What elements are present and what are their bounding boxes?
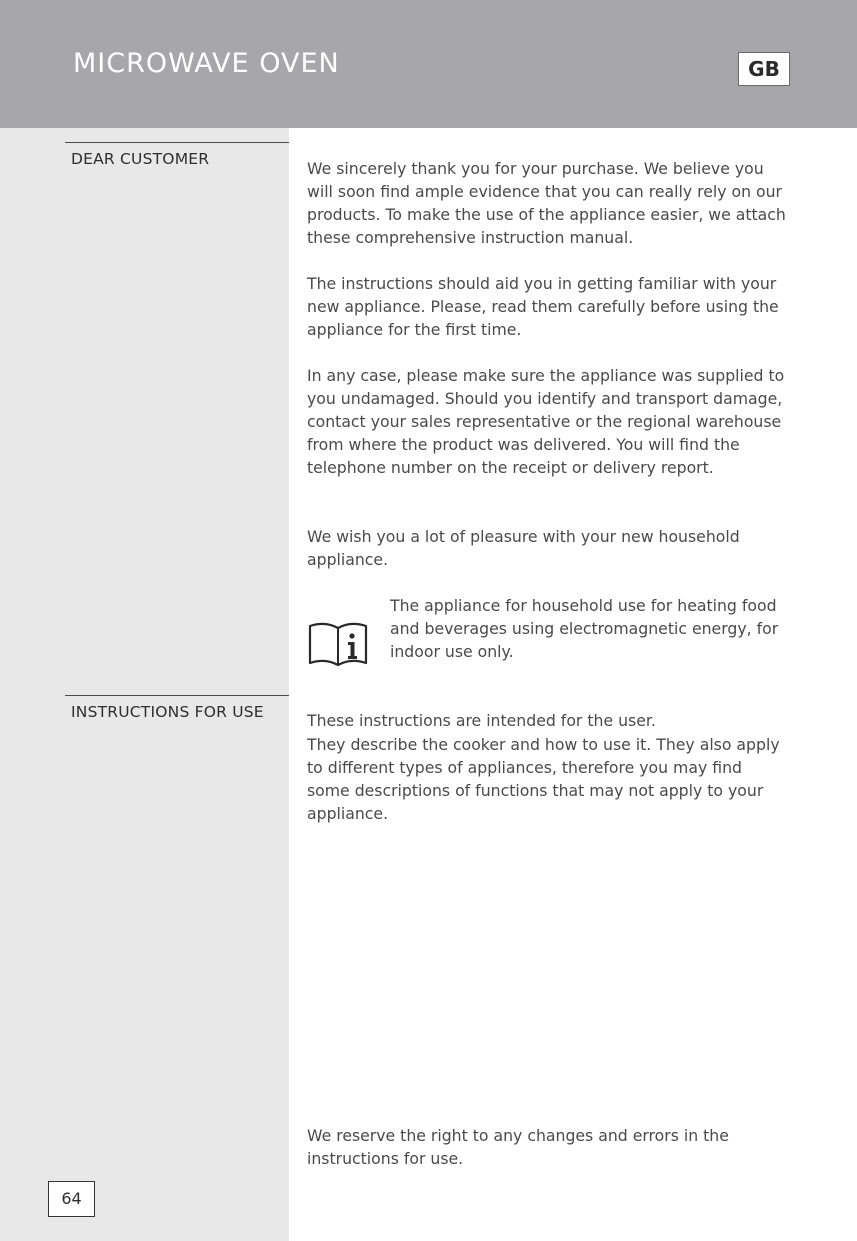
paragraph-damage-check: In any case, please make sure the appliance was supplied to you undamaged. Should you identify and transport damage, contact your sales representative or the regional warehouse from where the product was delivered. You will find the telephone number on the receipt or delivery report. (307, 366, 785, 477)
paragraph-thanks: We sincerely thank you for your purchase. We believe you will soon find ample evidence that you can really rely on our products. To make the use of the appliance easier, we attach these comprehensive instruction manual. (307, 159, 786, 247)
section-divider (65, 142, 289, 143)
note-indoor-use: The appliance for household use for heating food and beverages using electromagnetic energy, for indoor use only. (390, 596, 779, 661)
disclaimer: We reserve the right to any changes and errors in the instructions for use. (307, 1126, 729, 1168)
paragraph-describe-cooker: They describe the cooker and how to use it. They also apply to different types of appliances, therefore you may find some descriptions of functions that may not apply to your appliance. (307, 735, 780, 823)
paragraph-familiarize: The instructions should aid you in getting familiar with your new appliance. Please, read them carefully before using the appliance for the first time. (307, 274, 779, 339)
page-number: 64 (48, 1181, 95, 1217)
section-label-dear-customer: DEAR CUSTOMER (71, 150, 210, 168)
page-title: MICROWAVE OVEN (73, 48, 340, 79)
page-header (0, 0, 857, 128)
paragraph-intended-user: These instructions are intended for the user. (307, 711, 656, 730)
info-book-icon (307, 620, 369, 666)
section-divider (65, 695, 289, 696)
section-label-instructions: INSTRUCTIONS FOR USE (71, 703, 264, 721)
language-badge: GB (738, 52, 790, 86)
paragraph-pleasure: We wish you a lot of pleasure with your new household appliance. (307, 527, 740, 569)
sidebar (0, 128, 289, 1241)
